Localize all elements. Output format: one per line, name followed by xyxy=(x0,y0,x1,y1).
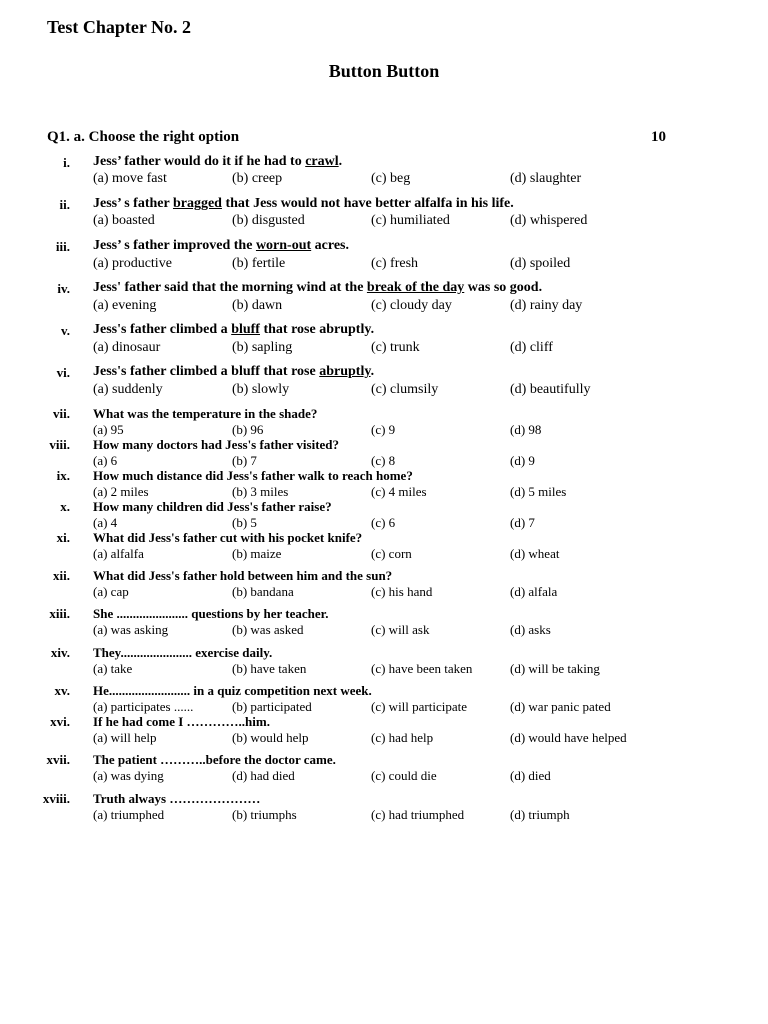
option-d: (d) beautifully xyxy=(510,382,591,397)
question-text-part: that Jess would not have better alfalfa in his life. xyxy=(221,196,514,211)
question-number: x. xyxy=(60,499,70,514)
question-number: ix. xyxy=(56,468,70,483)
option-b: (b) dawn xyxy=(232,298,283,313)
option-b: (b) participated xyxy=(232,699,312,714)
option-b: (b) 3 miles xyxy=(232,484,289,499)
option-a: (a) cap xyxy=(93,584,129,599)
option-b: (b) have taken xyxy=(232,661,307,676)
question-text-part: that rose abruptly. xyxy=(259,322,375,337)
option-a: (a) triumphed xyxy=(93,807,165,822)
question-text-part: . xyxy=(338,154,343,169)
option-d: (d) slaughter xyxy=(510,171,582,186)
option-d: (d) would have helped xyxy=(510,730,627,745)
question-text xyxy=(93,406,317,422)
option-d: (d) will be taking xyxy=(510,661,600,676)
question-text xyxy=(93,791,260,807)
chapter-heading: Test Chapter No. 2 xyxy=(47,17,192,37)
question-text-part: The patient ………..before the doctor came. xyxy=(93,752,336,767)
question-text-part: Jess’ s father improved the xyxy=(93,238,256,253)
question-number: i. xyxy=(63,155,70,170)
option-d: (d) 7 xyxy=(510,515,535,530)
question-number: xv. xyxy=(54,683,70,698)
question-number: iv. xyxy=(57,281,70,296)
question-text xyxy=(93,645,272,661)
option-b: (b) disgusted xyxy=(232,213,305,228)
option-c: (c) cloudy day xyxy=(371,298,452,313)
option-b: (d) had died xyxy=(232,768,295,783)
question-number: vii. xyxy=(53,406,70,421)
option-a: (a) was dying xyxy=(93,768,164,783)
option-a: (a) take xyxy=(93,661,133,676)
option-b: (b) bandana xyxy=(232,584,294,599)
option-c: (c) had help xyxy=(371,730,434,745)
question-underlined-word: abruptly xyxy=(319,364,371,379)
question-text-part: Truth always ………………… xyxy=(93,791,261,806)
option-d: (d) 9 xyxy=(510,453,535,468)
option-d: (d) died xyxy=(510,768,551,783)
option-b: (b) maize xyxy=(232,546,282,561)
question-text-part: How many children did Jess's father raise? xyxy=(93,499,332,514)
question-text-part: What did Jess's father cut with his pocket knife? xyxy=(93,530,363,545)
option-d: (d) triumph xyxy=(510,807,570,822)
question-number: xvi. xyxy=(50,714,70,729)
option-c: (c) 6 xyxy=(371,515,396,530)
option-b: (b) 5 xyxy=(232,515,257,530)
question-text xyxy=(93,280,542,296)
question-number: xvii. xyxy=(46,752,70,767)
question-text-part: Jess’ father would do it if he had to xyxy=(93,154,306,169)
option-d: (d) 98 xyxy=(510,422,542,437)
question-text xyxy=(93,752,336,768)
question-text-part: What was the temperature in the shade? xyxy=(93,406,318,421)
question-text xyxy=(93,196,514,212)
option-d: (d) whispered xyxy=(510,213,588,228)
question-number: viii. xyxy=(49,437,70,452)
option-c: (c) have been taken xyxy=(371,661,473,676)
question-text-part: Jess's father climbed a bluff that rose xyxy=(93,364,320,379)
option-a: (a) alfalfa xyxy=(93,546,144,561)
option-a: (a) boasted xyxy=(93,213,155,228)
option-b: (b) was asked xyxy=(232,622,304,637)
question-text xyxy=(93,568,392,584)
option-b: (b) slowly xyxy=(232,382,290,397)
option-d: (d) 5 miles xyxy=(510,484,567,499)
option-c: (c) will ask xyxy=(371,622,430,637)
question-text xyxy=(93,499,332,515)
question-underlined-word: bluff xyxy=(231,322,260,337)
question-number: xiv. xyxy=(50,645,70,660)
option-d: (d) cliff xyxy=(510,340,553,355)
question-text-part: If he had come I …………..him. xyxy=(93,714,270,729)
question-text-part: . xyxy=(370,364,375,379)
question-number: v. xyxy=(60,323,70,338)
question-text xyxy=(93,238,349,254)
option-a: (a) was asking xyxy=(93,622,169,637)
option-b: (b) sapling xyxy=(232,340,293,355)
option-c: (c) corn xyxy=(371,546,412,561)
question-number: xiii. xyxy=(49,606,70,621)
option-d: (d) spoiled xyxy=(510,256,571,271)
question-underlined-word: crawl xyxy=(305,154,339,169)
question-text xyxy=(93,364,374,380)
option-b: (b) 96 xyxy=(232,422,264,437)
question-number: xii. xyxy=(53,568,70,583)
question-text-part: Jess’ s father xyxy=(93,196,173,211)
question-number: vi. xyxy=(56,365,70,380)
question-text-part: How many doctors had Jess's father visited? xyxy=(93,437,340,452)
option-a: (a) evening xyxy=(93,298,157,313)
question-text-part: They...................... exercise daily. xyxy=(93,645,273,660)
question-text xyxy=(93,683,372,699)
option-c: (c) fresh xyxy=(371,256,419,271)
option-c: (c) could die xyxy=(371,768,437,783)
option-d: (d) alfala xyxy=(510,584,558,599)
option-a: (a) 95 xyxy=(93,422,124,437)
question-block-label: Q1. a. Choose the right option xyxy=(47,129,240,145)
option-a: (a) 2 miles xyxy=(93,484,149,499)
question-number: xviii. xyxy=(42,791,70,806)
question-text-part: acres. xyxy=(311,238,350,253)
option-b: (b) triumphs xyxy=(232,807,297,822)
question-text xyxy=(93,322,374,338)
option-a: (a) dinosaur xyxy=(93,340,161,355)
question-number: xi. xyxy=(56,530,70,545)
question-text-part: was so good. xyxy=(464,280,543,295)
option-a: (a) suddenly xyxy=(93,382,163,397)
option-c: (c) clumsily xyxy=(371,382,439,397)
option-a: (a) move fast xyxy=(93,171,167,186)
question-text-part: He......................... in a quiz competition next week. xyxy=(93,683,372,698)
option-a: (a) participates ...... xyxy=(93,699,194,714)
question-text xyxy=(93,468,413,484)
option-a: (a) 6 xyxy=(93,453,118,468)
option-d: (d) war panic pated xyxy=(510,699,611,714)
option-c: (c) trunk xyxy=(371,340,420,355)
question-text xyxy=(93,154,342,170)
question-text-part: How much distance did Jess's father walk to reach home? xyxy=(93,468,413,483)
option-c: (c) 8 xyxy=(371,453,396,468)
option-c: (c) 4 miles xyxy=(371,484,427,499)
question-number: ii. xyxy=(59,197,70,212)
question-text xyxy=(93,530,362,546)
question-underlined-word: bragged xyxy=(172,196,222,211)
option-a: (a) productive xyxy=(93,256,172,271)
question-text-part: Jess' father said that the morning wind at the xyxy=(93,280,367,295)
question-text xyxy=(93,606,328,622)
page-title: Button Button xyxy=(328,61,440,81)
option-c: (c) had triumphed xyxy=(371,807,465,822)
question-text-part: She ...................... questions by her teacher. xyxy=(93,606,329,621)
option-c: (c) his hand xyxy=(371,584,433,599)
question-text-part: What did Jess's father hold between him and the sun? xyxy=(93,568,393,583)
question-text-part: Jess's father climbed a xyxy=(93,322,232,337)
option-d: (d) wheat xyxy=(510,546,560,561)
question-number: iii. xyxy=(55,239,70,254)
option-c: (c) 9 xyxy=(371,422,396,437)
option-d: (d) asks xyxy=(510,622,551,637)
option-b: (b) would help xyxy=(232,730,309,745)
question-text xyxy=(93,437,339,453)
question-text xyxy=(93,714,270,730)
option-a: (a) will help xyxy=(93,730,157,745)
question-underlined-word: worn-out xyxy=(255,238,312,253)
option-c: (c) will participate xyxy=(371,699,468,714)
option-a: (a) 4 xyxy=(93,515,118,530)
option-d: (d) rainy day xyxy=(510,298,583,313)
option-c: (c) beg xyxy=(371,171,411,186)
option-c: (c) humiliated xyxy=(371,213,450,228)
option-b: (b) fertile xyxy=(232,256,286,271)
option-b: (b) creep xyxy=(232,171,283,186)
question-block-marks: 10 xyxy=(651,129,666,145)
question-underlined-word: break of the day xyxy=(366,280,465,295)
option-b: (b) 7 xyxy=(232,453,257,468)
